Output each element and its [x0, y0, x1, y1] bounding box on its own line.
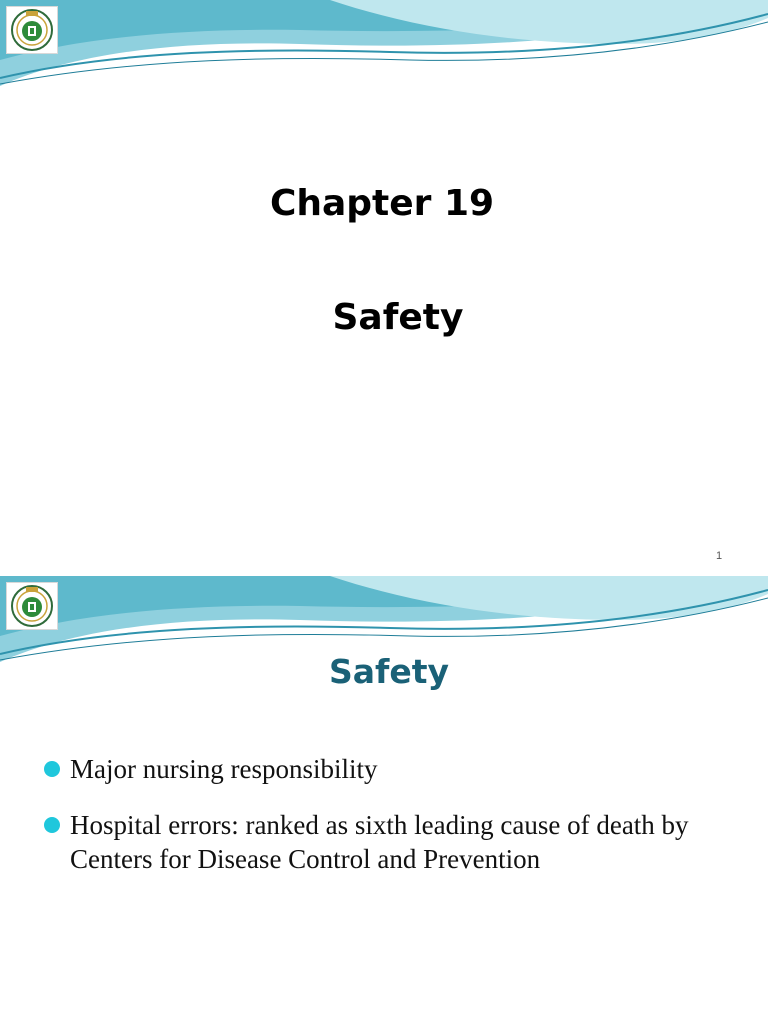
bullet-list: [44, 752, 744, 898]
bullet-dot-icon: [44, 817, 60, 833]
bullet-dot-icon: [44, 761, 60, 777]
university-seal-icon: [7, 583, 57, 629]
university-logo: [6, 582, 58, 630]
university-logo: [6, 6, 58, 54]
slide-number: 1: [716, 550, 723, 562]
university-seal-icon: [7, 7, 57, 53]
slide-2: [0, 576, 768, 1024]
slide-title: Safety: [328, 652, 450, 691]
bullet-text: Hospital errors: ranked as sixth leading cause of death by Centers for Disease Control and Prevention: [70, 810, 689, 874]
bullet-item: [44, 752, 744, 786]
bullet-item: [44, 808, 744, 876]
slide-subtitle: Safety: [332, 297, 464, 338]
header-wave-decoration: [0, 0, 768, 90]
bullet-text: Major nursing responsibility: [70, 754, 378, 784]
slide-title: Chapter 19: [269, 183, 495, 224]
